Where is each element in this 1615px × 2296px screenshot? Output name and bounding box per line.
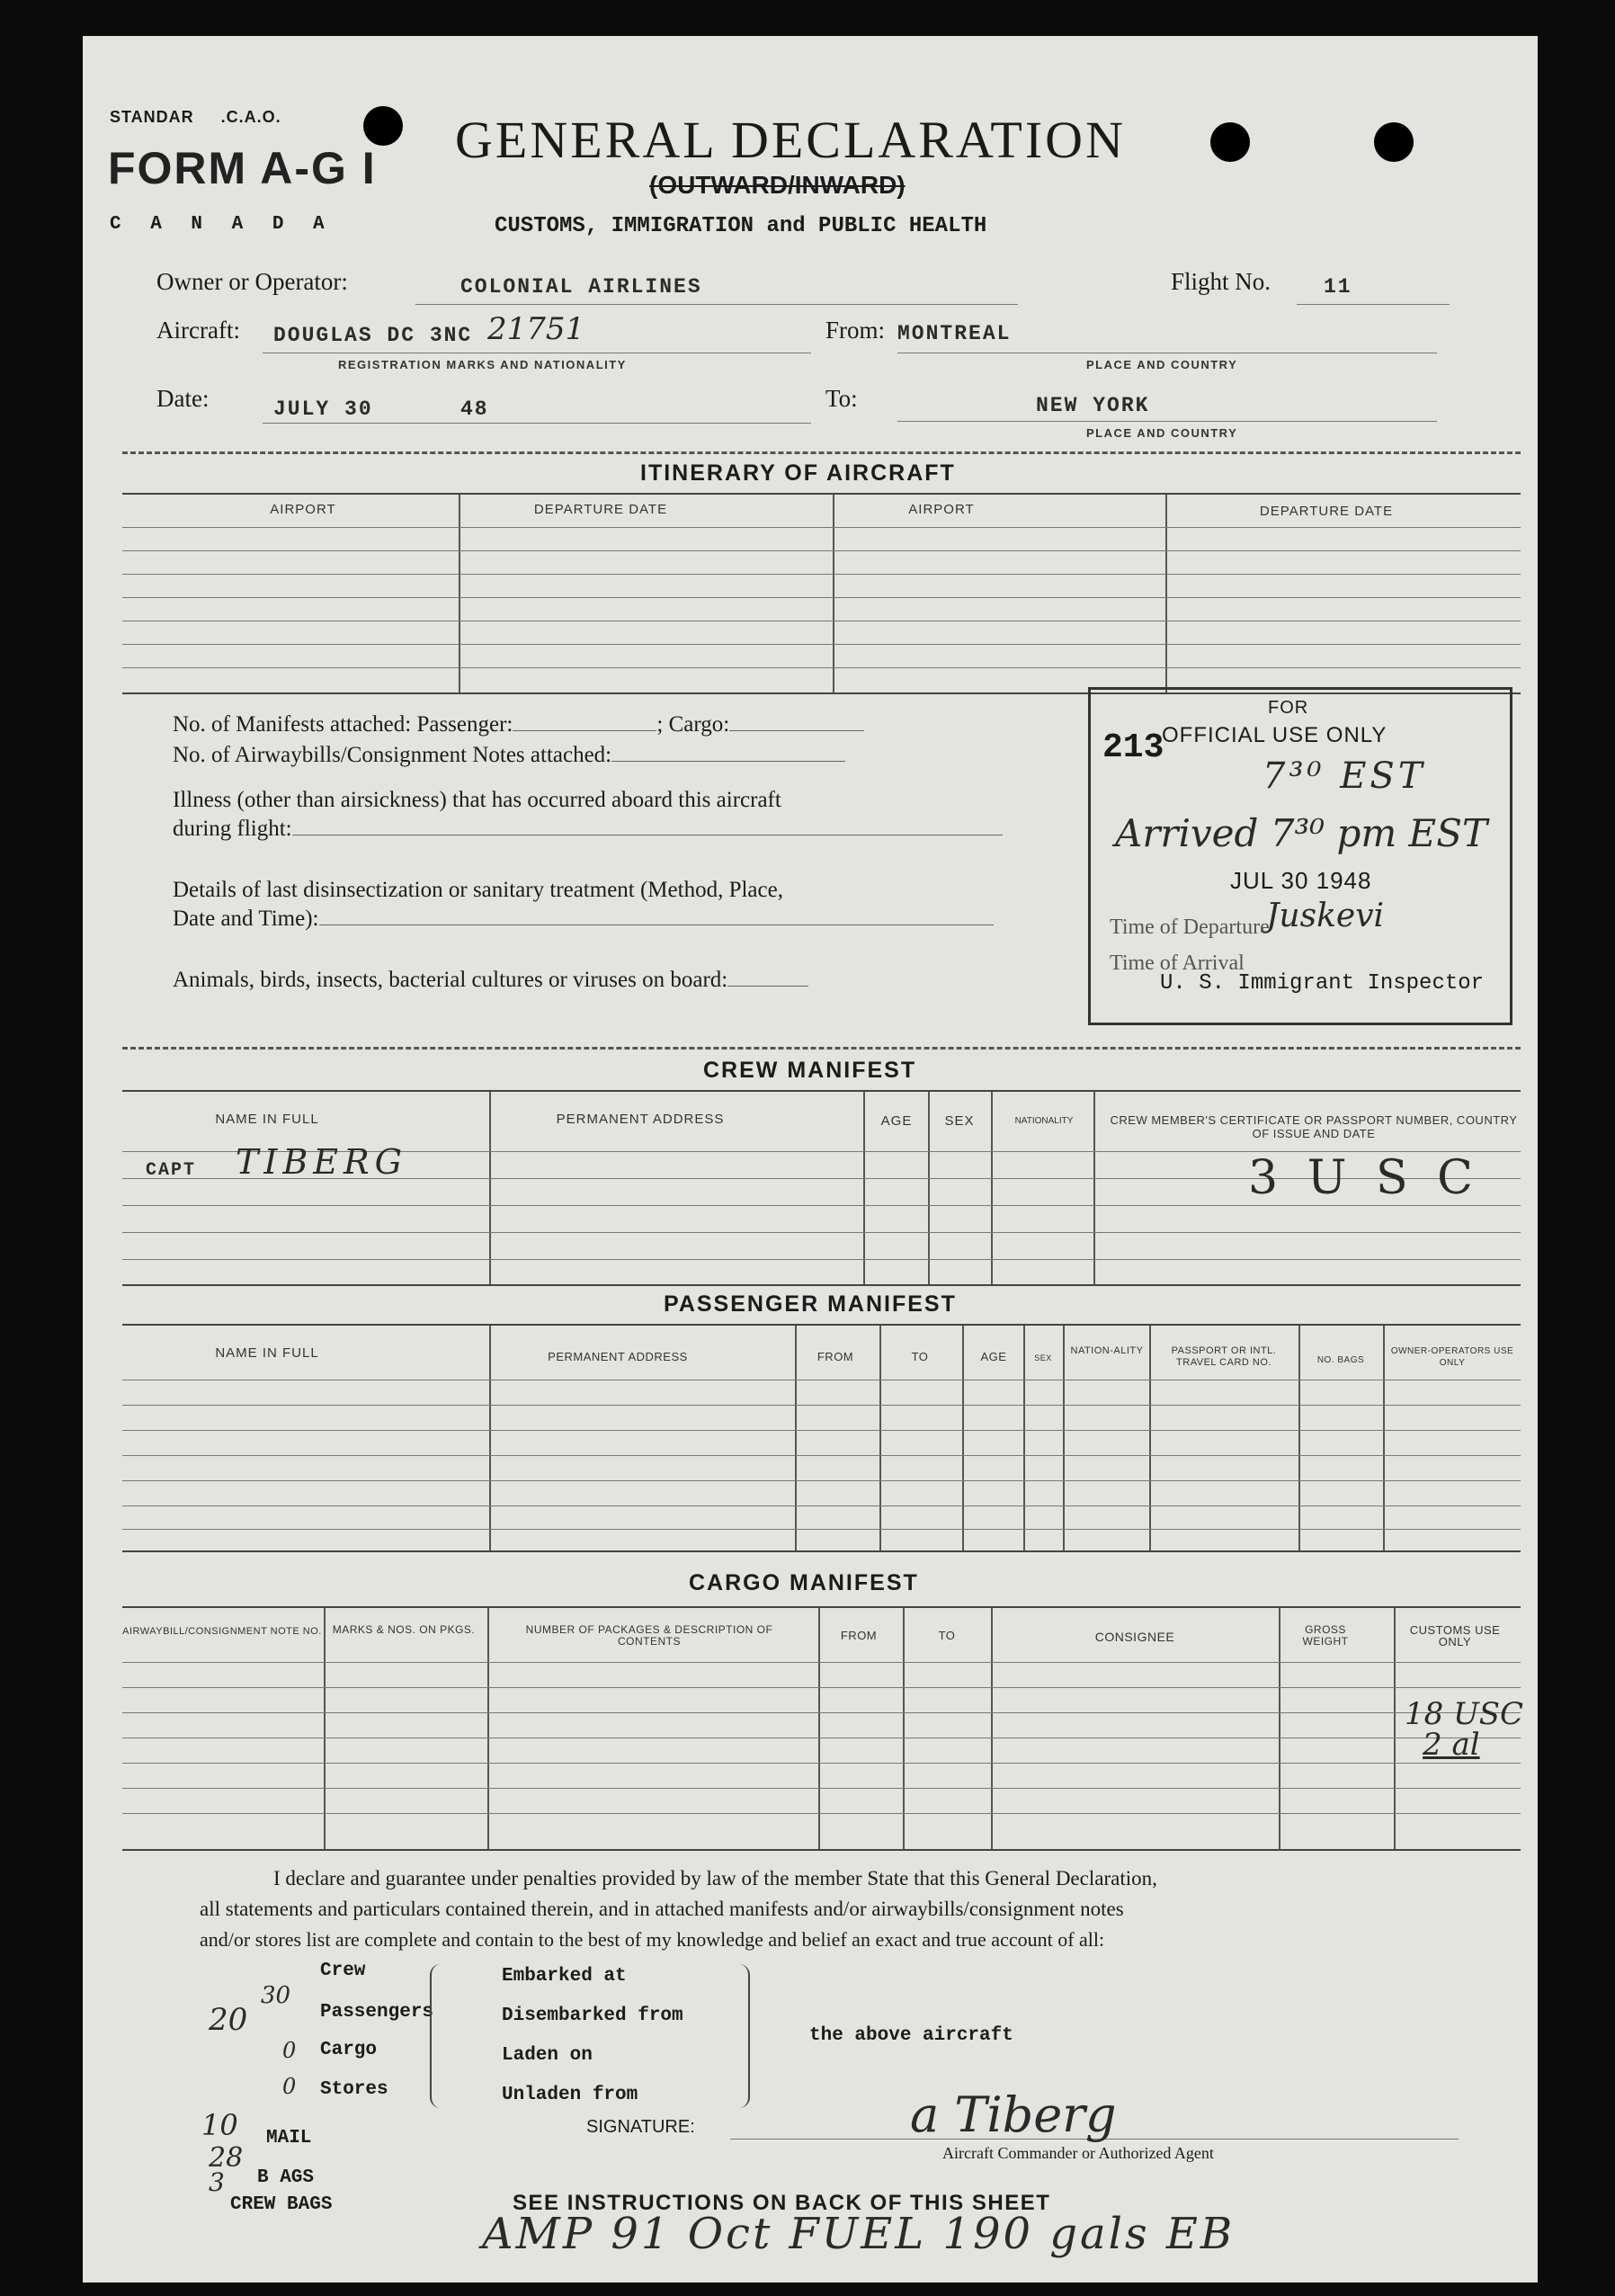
from-value: MONTREAL [897,322,1012,345]
official-hand-initials: Juskevi [1266,898,1385,934]
direction-label [649,171,906,200]
aircraft-label: Aircraft: [156,317,240,344]
aircraft-value: DOUGLAS DC 3NC [273,324,473,347]
bottom-handwritten-note: AMP 91 Oct FUEL 190 gals EB [482,2209,1236,2259]
hand-0a: 0 [282,2038,297,2063]
passenger-table-top [122,1324,1521,1326]
pax-col-passport: PASSPORT OR INTL. TRAVEL CARD NO. [1171,1345,1277,1368]
airwaybills-label [173,743,845,768]
pax-col-address: PERMANENT ADDRESS [548,1350,688,1363]
form-number: FORM A-G I [108,143,377,193]
pax-divider [1298,1326,1300,1550]
pax-divider [1149,1326,1151,1550]
cargo-row-line [122,1687,1521,1688]
decl-crew: Crew [320,1961,366,1981]
hand-10: 10 [201,2108,238,2142]
punch-hole [1374,122,1414,162]
disinsect-label-1: Details of last disinsectization or sanitary treatment (Method, Place, [173,878,783,902]
itinerary-row-line [122,574,1521,575]
pax-row-line [122,1405,1521,1406]
hand-20: 20 [209,2002,248,2038]
hand-0b: 0 [282,2074,297,2099]
decl-laden: Laden on [502,2045,593,2066]
to-value: NEW YORK [1036,394,1150,417]
crew-divider [991,1092,993,1284]
immigrant-inspector: U. S. Immigrant Inspector [1160,971,1485,996]
form-sheet [83,36,1538,2283]
direction-text: (OUTWARD/INWARD) [649,171,906,199]
brace-left [430,1964,441,2108]
disinsect-label-2 [173,907,994,932]
decl-disembarked: Disembarked from [502,2006,683,2026]
cargo-col-consignee: CONSIGNEE [1094,1630,1175,1644]
hand-30: 30 [261,1982,291,2009]
crew-divider [928,1092,930,1284]
cargo-row-line [122,1813,1521,1814]
crew-right-note: 3 U S C [1248,1151,1480,1205]
stamp-number: 213 [1102,728,1164,767]
crew-divider [489,1092,491,1284]
cargo-title: CARGO MANIFEST [689,1570,919,1595]
customs-note-1: 18 USC [1405,1696,1524,1732]
flight-underline [1297,304,1450,305]
separator-dashed [122,1047,1521,1050]
decl-crew-bags: CREW BAGS [230,2194,333,2215]
cargo-col-packages: NUMBER OF PACKAGES & DESCRIPTION OF CONTENTS [525,1623,773,1648]
time-departure: Time of Departure [1110,916,1270,939]
signature-caption: Aircraft Commander or Authorized Agent [942,2144,1214,2162]
country-label: C A N A D A [110,214,334,235]
decl-embarked: Embarked at [502,1966,627,1987]
official-use-label: OFFICIAL USE ONLY [1162,723,1387,747]
pax-col-name: NAME IN FULL [215,1345,319,1361]
manifests-text: No. of Manifests attached: Passenger: [173,712,513,737]
instructions-note: SEE INSTRUCTIONS ON BACK OF THIS SHEET [513,2191,1051,2215]
illness-text: during flight: [173,817,292,841]
crew-divider [863,1092,865,1284]
itinerary-row-line [122,644,1521,645]
decl-above-aircraft: the above aircraft [809,2025,1013,2046]
pax-col-age: AGE [980,1350,1007,1363]
cargo-col-marks: MARKS & NOS. ON PKGS. [332,1623,476,1636]
itinerary-col-airport-2: AIRPORT [908,502,975,517]
pax-row-line [122,1505,1521,1506]
pax-divider [1023,1326,1025,1550]
hand-3: 3 [209,2167,225,2197]
flight-label: Flight No. [1171,268,1271,295]
pax-divider [1063,1326,1065,1550]
itinerary-row-line [122,550,1521,551]
crew-divider [1093,1092,1095,1284]
flight-value: 11 [1324,275,1352,299]
cargo-col-gross: GROSS WEIGHT [1302,1623,1349,1648]
pax-col-sex: SEX [1034,1353,1052,1362]
pax-col-to: TO [911,1350,929,1363]
decl-mail: MAIL [266,2128,312,2149]
cargo-table-bottom [122,1849,1521,1851]
pax-row-line [122,1430,1521,1431]
customs-note-2: 2 al [1423,1727,1480,1763]
cargo-col-to: TO [938,1629,956,1642]
cargo-table-top [122,1606,1521,1608]
to-label: To: [825,385,858,412]
owner-value: COLONIAL AIRLINES [460,275,702,299]
cargo-col-from: FROM [840,1629,878,1642]
hand-28: 28 [209,2142,244,2174]
stamp-date: JUL 30 1948 [1230,867,1372,894]
date-year: 48 [460,398,489,421]
crew-col-address: PERMANENT ADDRESS [556,1112,725,1127]
crew-row-line [122,1232,1521,1233]
decl-passengers: Passengers [320,2002,434,2023]
standard-text-b: .C.A.O. [220,108,281,126]
cargo-col-customs: CUSTOMS USE ONLY [1409,1623,1501,1648]
pax-divider [795,1326,797,1550]
pax-col-from: FROM [816,1350,854,1363]
decl-bags: B AGS [257,2167,315,2188]
signature-label: SIGNATURE: [586,2117,695,2137]
crew-table-bottom [122,1284,1521,1286]
crew-col-age: AGE [880,1113,913,1129]
cargo-row-line [122,1712,1521,1713]
pax-row-line [122,1455,1521,1456]
pax-col-bags: NO. BAGS [1316,1355,1365,1365]
pax-row-line [122,1529,1521,1530]
cargo-row-line [122,1662,1521,1663]
page-subtitle: CUSTOMS, IMMIGRATION and PUBLIC HEALTH [495,214,987,238]
pax-divider [879,1326,881,1550]
official-hand-arrived: Arrived 7³⁰ pm EST [1115,811,1487,855]
crew-row-line [122,1259,1521,1260]
owner-label: Owner or Operator: [156,268,348,295]
itinerary-col-departure-2: DEPARTURE DATE [1259,504,1394,519]
standard-label [110,108,281,127]
crew-name-handwritten: TIBERG [236,1142,407,1182]
passenger-title: PASSENGER MANIFEST [664,1291,957,1317]
itinerary-divider [459,495,460,694]
itinerary-divider [1165,495,1167,694]
cargo-row-line [122,1763,1521,1764]
crew-title: CREW MANIFEST [703,1058,917,1083]
separator-dashed [122,451,1521,454]
pax-col-nationality: NATION-ALITY [1070,1345,1144,1356]
illness-label-2 [173,817,1003,842]
pax-row-line [122,1480,1521,1481]
crew-col-name: NAME IN FULL [215,1112,319,1127]
pax-divider [1383,1326,1385,1550]
itinerary-table-top [122,493,1521,495]
animals-label [173,968,808,993]
crew-col-sex: SEX [944,1113,975,1129]
to-underline [897,421,1437,422]
cargo-row-line [122,1788,1521,1789]
decl-unladen: Unladen from [502,2085,638,2105]
owner-underline [415,304,1018,305]
illness-label-1: Illness (other than airsickness) that has occurred aboard this aircraft [173,788,781,812]
date-value: JULY 30 [273,398,373,421]
itinerary-divider [833,495,834,694]
crew-col-certificate: CREW MEMBER'S CERTIFICATE OR PASSPORT NUMBER, COUNTRY OF ISSUE AND DATE [1110,1113,1518,1140]
airwaybills-text: No. of Airwaybills/Consignment Notes attached: [173,743,612,767]
pax-divider [962,1326,964,1550]
time-arrival: Time of Arrival [1110,951,1245,975]
crew-col-nationality: NATIONALITY [1014,1116,1074,1126]
standard-text-a: STANDAR [110,108,194,126]
brace-right [739,1964,750,2108]
punch-hole [1210,122,1250,162]
crew-table-top [122,1090,1521,1092]
declaration-line-1: I declare and guarantee under penalties provided by law of the member State that this General Declaration, [273,1867,1157,1890]
signature-value: a Tiberg [910,2086,1117,2143]
pax-divider [489,1326,491,1550]
itinerary-row-line [122,597,1521,598]
registration-caption: REGISTRATION MARKS AND NATIONALITY [338,358,627,371]
date-underline [263,423,811,424]
official-hand-time: 7³⁰ EST [1263,755,1426,797]
from-label: From: [825,317,886,344]
passenger-table-bottom [122,1550,1521,1552]
itinerary-row-line [122,527,1521,528]
itinerary-col-airport-1: AIRPORT [270,502,336,517]
itinerary-col-departure-1: DEPARTURE DATE [533,502,668,517]
itinerary-row-line [122,667,1521,668]
declaration-line-2: all statements and particulars contained therein, and in attached manifests and/or airwaybills/consignment notes [200,1898,1124,1920]
date-label: Date: [156,385,210,412]
decl-stores: Stores [320,2079,388,2100]
declaration-line-3: and/or stores list are complete and contain to the best of my knowledge and belief an exact and true account of all: [200,1928,1105,1951]
disinsect-text: Date and Time): [173,907,319,931]
aircraft-handwritten: 21751 [487,311,585,347]
cargo-col-airwaybill: AIRWAYBILL/CONSIGNMENT NOTE NO. [122,1626,322,1637]
crew-row-line [122,1205,1521,1206]
animals-text: Animals, birds, insects, bacterial cultures or viruses on board: [173,968,728,992]
page-title: GENERAL DECLARATION [455,111,1126,169]
manifests-label [173,712,864,737]
cargo-text: ; Cargo: [656,712,730,737]
official-for: FOR [1268,698,1309,718]
place-caption-from: PLACE AND COUNTRY [1086,358,1238,371]
decl-cargo: Cargo [320,2040,378,2060]
pax-col-owner: OWNER-OPERATORS USE ONLY [1390,1346,1514,1368]
place-caption-to: PLACE AND COUNTRY [1086,426,1238,440]
punch-hole [363,106,403,146]
crew-capt: CAPT [146,1160,197,1181]
itinerary-title: ITINERARY OF AIRCRAFT [640,460,956,486]
